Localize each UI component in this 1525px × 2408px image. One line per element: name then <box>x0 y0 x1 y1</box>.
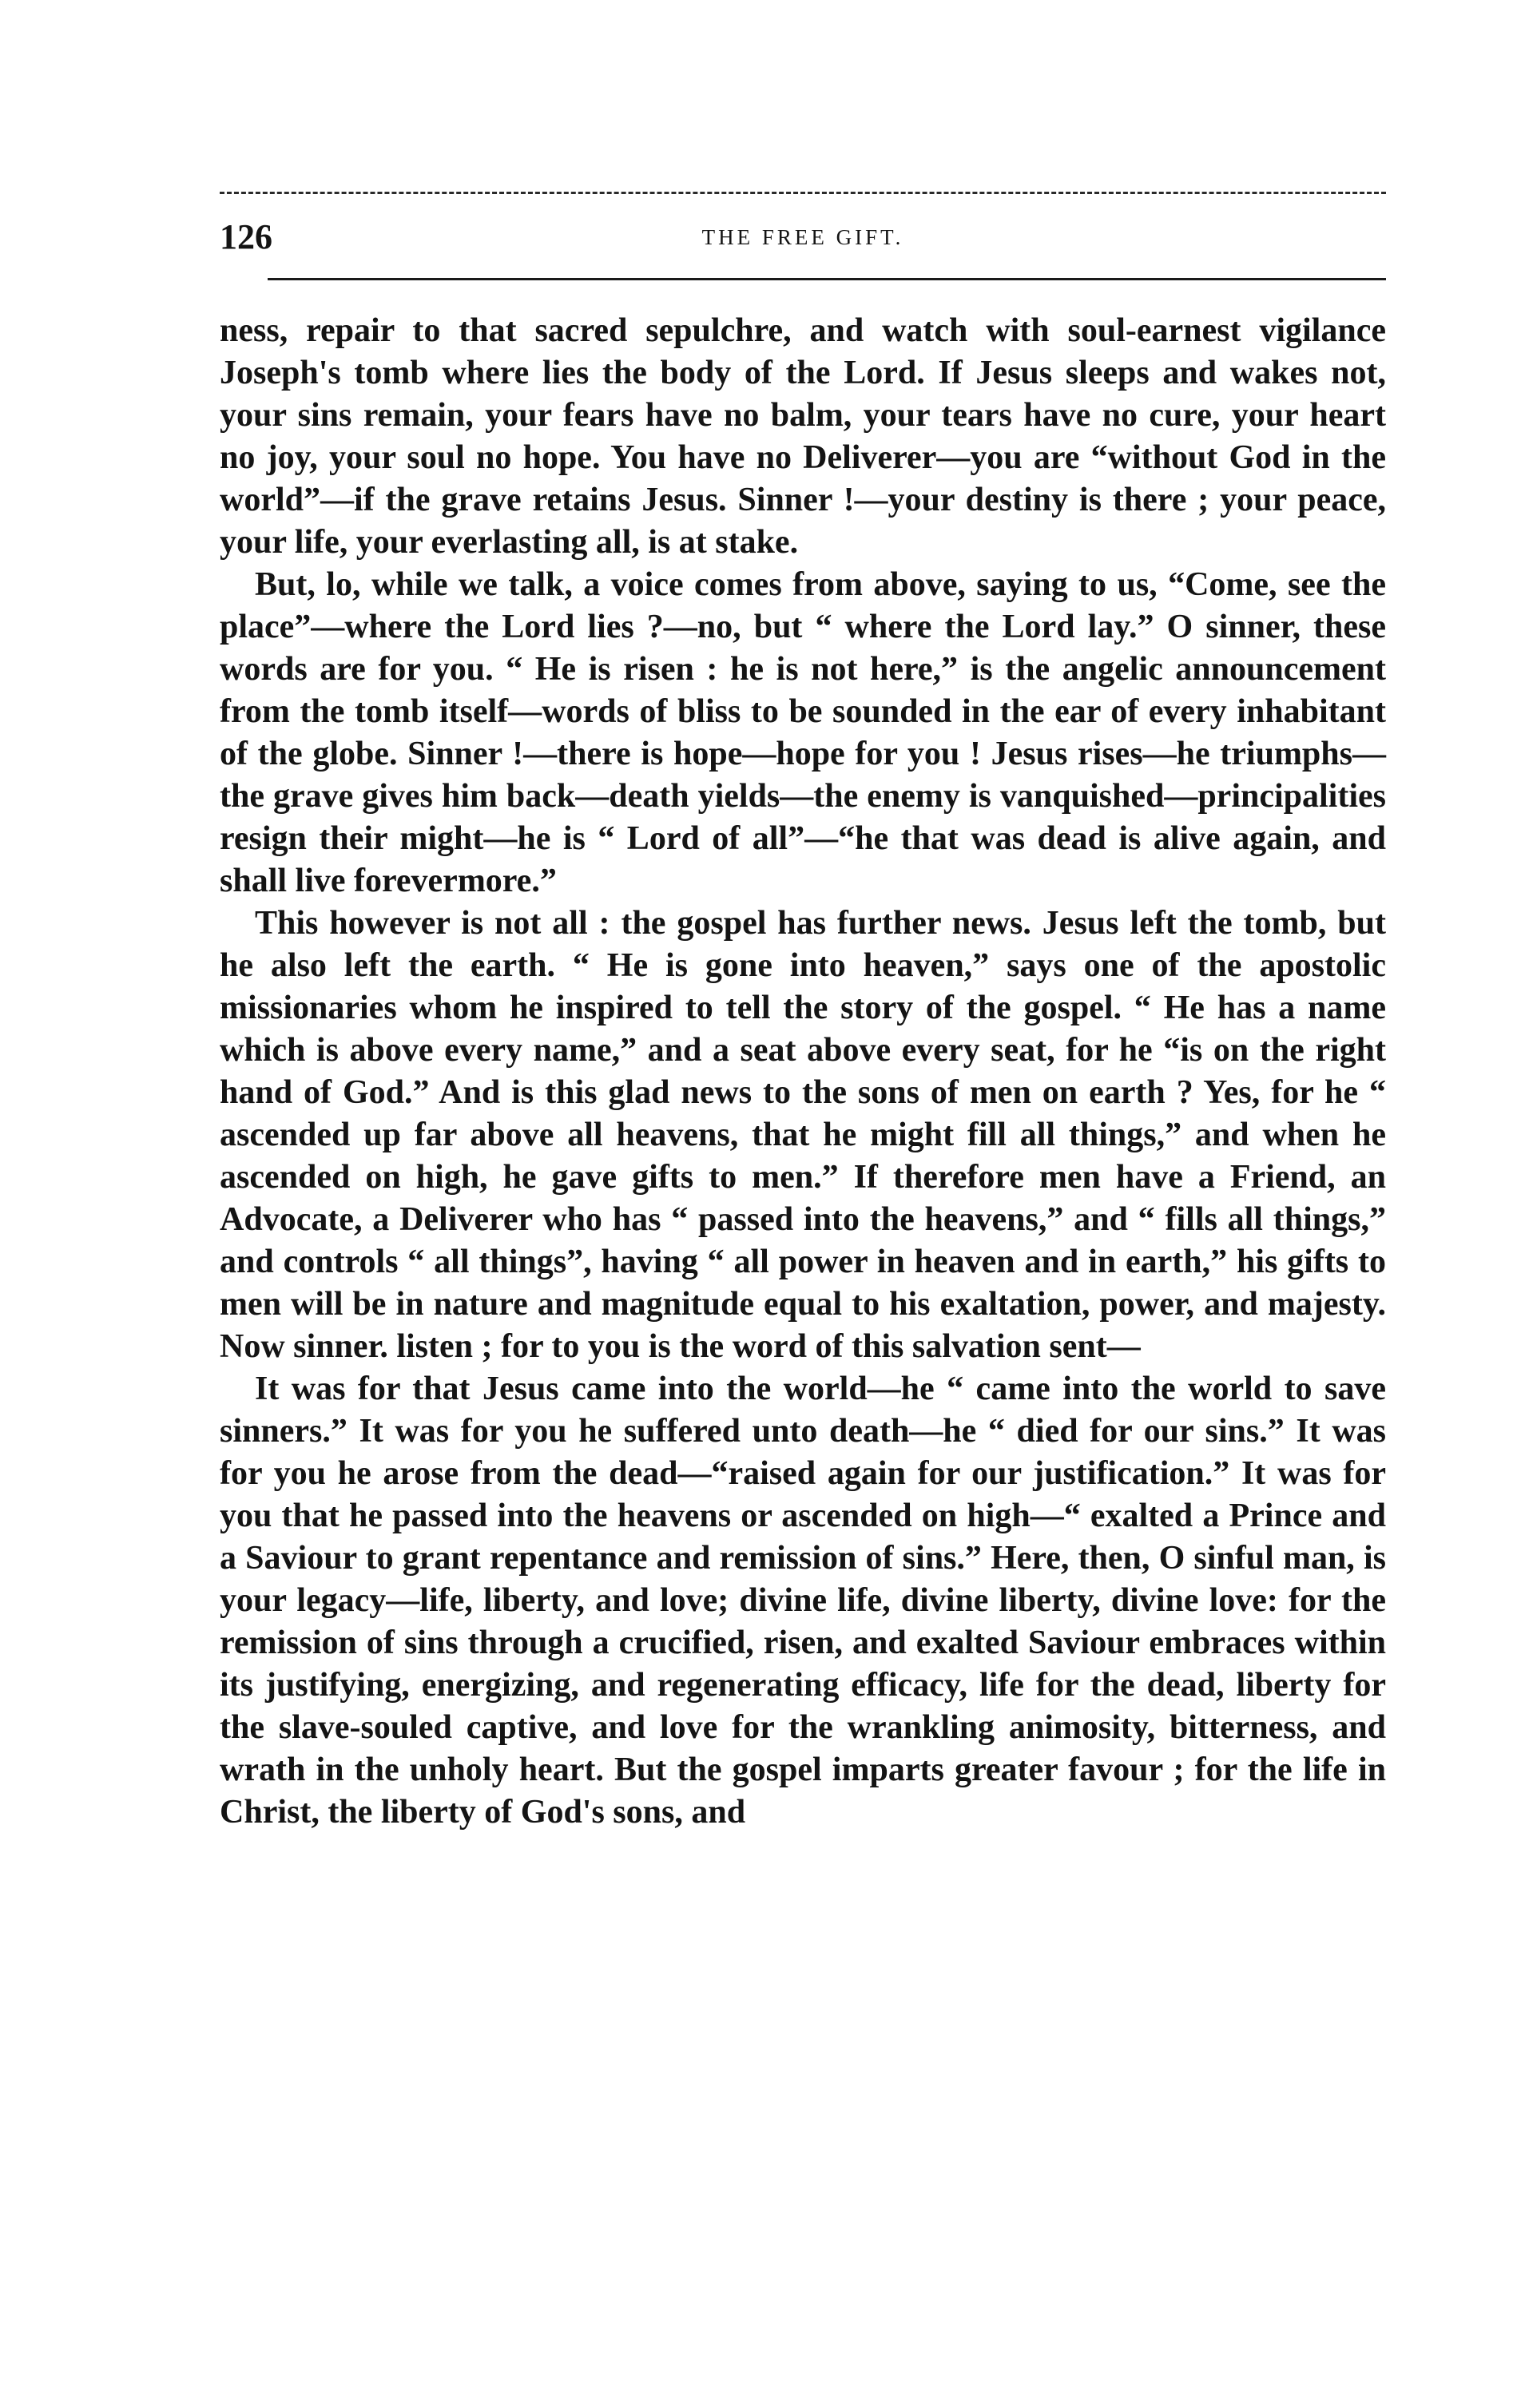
body-text <box>220 310 1386 1834</box>
page-header <box>220 209 1386 265</box>
header-rule <box>268 278 1386 280</box>
paragraph: But, lo, while we talk, a voice comes from above, saying to us, “Come, see the place”—where the Lord lies ?—no, but “ where the Lord lay.” O sinner, these words are for you. “ He is risen : he is not here,” is the angelic announcement from the tomb itself—words of bliss to be sounded in the ear of every inhabitant of the globe. Sinner !—there is hope—hope for you ! Jesus rises—he triumphs—the grave gives him back—death yields—the enemy is vanquished—principalities resign their might—he is “ Lord of all”—“he that was dead is alive again, and shall live forevermore.” <box>220 566 1386 899</box>
top-dashed-rule <box>220 192 1386 194</box>
page-number: 126 <box>220 217 272 256</box>
running-head: THE FREE GIFT. <box>701 225 904 249</box>
paragraph-continuation: ness, repair to that sacred sepulchre, and watch with soul-earnest vigilance Joseph's tomb where lies the body of the Lord. If Jesus sleeps and wakes not, your sins remain, your fears have no balm, your tears have no cure, your heart no joy, your soul no hope. You have no Deliverer—you are “without God in the world”—if the grave retains Jesus. Sinner !—your destiny is there ; your peace, your life, your everlasting all, is at stake. <box>220 312 1386 561</box>
paragraph: This however is not all : the gospel has further news. Jesus left the tomb, but he also left the earth. “ He is gone into heaven,” says one of the apostolic missionaries whom he inspired to tell the story of the gospel. “ He has a name which is above every name,” and a seat above every seat, for he “is on the right hand of God.” And is this glad news to the sons of men on earth ? Yes, for he “ ascended up far above all heavens, that he might fill all things,” and when he ascended on high, he gave gifts to men.” If therefore men have a Friend, an Advocate, a Deliverer who has “ passed into the heavens,” and “ fills all things,” and controls “ all things”, having “ all power in heaven and in earth,” his gifts to men will be in nature and magnitude equal to his exaltation, power, and majesty. Now sinner. listen ; for to you is the word of this salvation sent— <box>220 905 1386 1365</box>
paragraph: It was for that Jesus came into the world—he “ came into the world to save sinners.” It was for you he suffered unto death—he “ died for our sins.” It was for you he arose from the dead—“raised again for our justification.” It was for you that he passed into the heavens or ascended on high—“ exalted a Prince and a Saviour to grant repentance and remission of sins.” Here, then, O sinful man, is your legacy—life, liberty, and love; divine life, divine liberty, divine love: for the remission of sins through a crucified, risen, and exalted Saviour embraces within its justifying, energizing, and regenerating efficacy, life for the dead, liberty for the slave-souled captive, and love for the wrankling animosity, bitterness, and wrath in the unholy heart. But the gospel imparts greater favour ; for the life in Christ, the liberty of God's sons, and <box>220 1371 1386 1831</box>
